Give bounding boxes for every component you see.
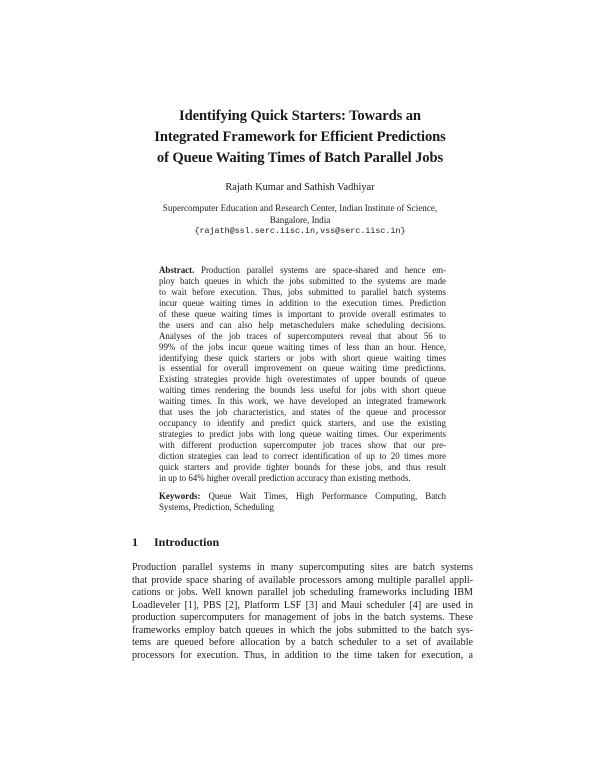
abstract-line: quick starters and provide tighter bounds for these jobs, and thus result: [159, 461, 446, 472]
keywords-line: Systems, Prediction, Scheduling: [159, 501, 274, 512]
affiliation: [100, 203, 500, 238]
abstract-line: to wait before execution. Thus, jobs submitted to parallel batch systems: [159, 286, 446, 297]
abstract-line: waiting times. In this work, we have developed an integrated framework: [159, 396, 446, 407]
abstract-line: waiting times rendering the bounds less useful for jobs with short queue: [159, 385, 446, 396]
abstract-line: ploy batch queues in which the jobs submitted to the systems are made: [159, 275, 446, 286]
abstract-line: incur queue waiting times in addition to the execution times. Prediction: [159, 297, 446, 308]
keywords-text: Queue Wait Times, High Performance Computing, Batch: [200, 491, 446, 501]
introduction-body: [132, 562, 473, 662]
affiliation-line: Supercomputer Education and Research Center, Indian Institute of Science,: [162, 203, 438, 213]
body-line: frameworks employ batch queues in which the jobs submitted to the batch sys-: [132, 624, 473, 636]
abstract-line: with different production supercomputer job traces show that our pre-: [159, 440, 446, 450]
abstract-line: the users and can also help metaschedulers make scheduling decisions.: [159, 319, 446, 330]
section-title: Introduction: [154, 535, 220, 549]
body-line: cations or jobs. Well known parallel job scheduling frameworks including IBM: [132, 587, 473, 599]
keywords-line: [159, 491, 446, 502]
abstract-line: strategies to predict jobs with long queue waiting times. Our experiments: [159, 429, 446, 440]
abstract-line: that uses the job characteristics, and states of the queue and processor: [159, 407, 446, 418]
abstract-label: Abstract.: [159, 265, 195, 275]
abstract-text: Production parallel systems are space-shared and hence em-: [194, 265, 446, 275]
abstract-line: of these queue waiting times is important to provide overall estimates to: [159, 308, 446, 319]
body-line: production supercomputers for management of jobs in the batch systems. These: [132, 612, 473, 624]
section-number: 1: [132, 535, 138, 549]
title-line: Identifying Quick Starters: Towards an: [179, 108, 421, 124]
title-line: Integrated Framework for Efficient Predictions: [154, 129, 446, 145]
title-line: of Queue Waiting Times of Batch Parallel Jobs: [156, 150, 444, 166]
section-heading: [132, 535, 219, 550]
body-line: that provide space sharing of available processors among multiple parallel appli-: [132, 574, 473, 586]
author-list: Rajath Kumar and Sathish Vadhiyar: [225, 182, 375, 193]
abstract-line: identifying these quick starters or jobs with short queue waiting times: [159, 352, 446, 363]
abstract-line: 99% of the jobs incur queue waiting times of less than an hour. Hence,: [159, 341, 446, 352]
body-line: Loadleveler [1], PBS [2], Platform LSF [3] and Maui scheduler [4] are used in: [132, 599, 473, 611]
body-line: Production parallel systems in many supercomputing sites are batch systems: [132, 562, 473, 573]
abstract-line: [159, 265, 446, 276]
author-emails: {rajath@ssl.serc.iisc.in,vss@serc.iisc.in}: [194, 226, 406, 237]
abstract-line: occupancy to identify and predict quick starters, and use the existing: [159, 418, 446, 429]
abstract-line: diction strategies can lead to correct identification of up to 20 times more: [159, 450, 446, 461]
affiliation-line: Bangalore, India: [269, 214, 331, 225]
abstract-line: is essential for overall improvement on queue waiting time predictions.: [159, 363, 446, 374]
keywords-label: Keywords:: [159, 491, 201, 501]
abstract-line: in up to 64% higher overall prediction accuracy than existing methods.: [159, 472, 411, 483]
keywords: [159, 491, 446, 513]
body-line: processors for execution. Thus, in addition to the time taken for execution, a: [132, 649, 473, 661]
abstract: [159, 265, 446, 484]
abstract-line: Analyses of the job traces of supercomputers reveal that about 56 to: [159, 330, 446, 341]
abstract-line: Existing strategies provide high overestimates of upper bounds of queue: [159, 374, 446, 385]
body-line: tems are queued before allocation by a batch scheduler to a set of available: [132, 637, 473, 649]
paper-title: [100, 106, 500, 169]
